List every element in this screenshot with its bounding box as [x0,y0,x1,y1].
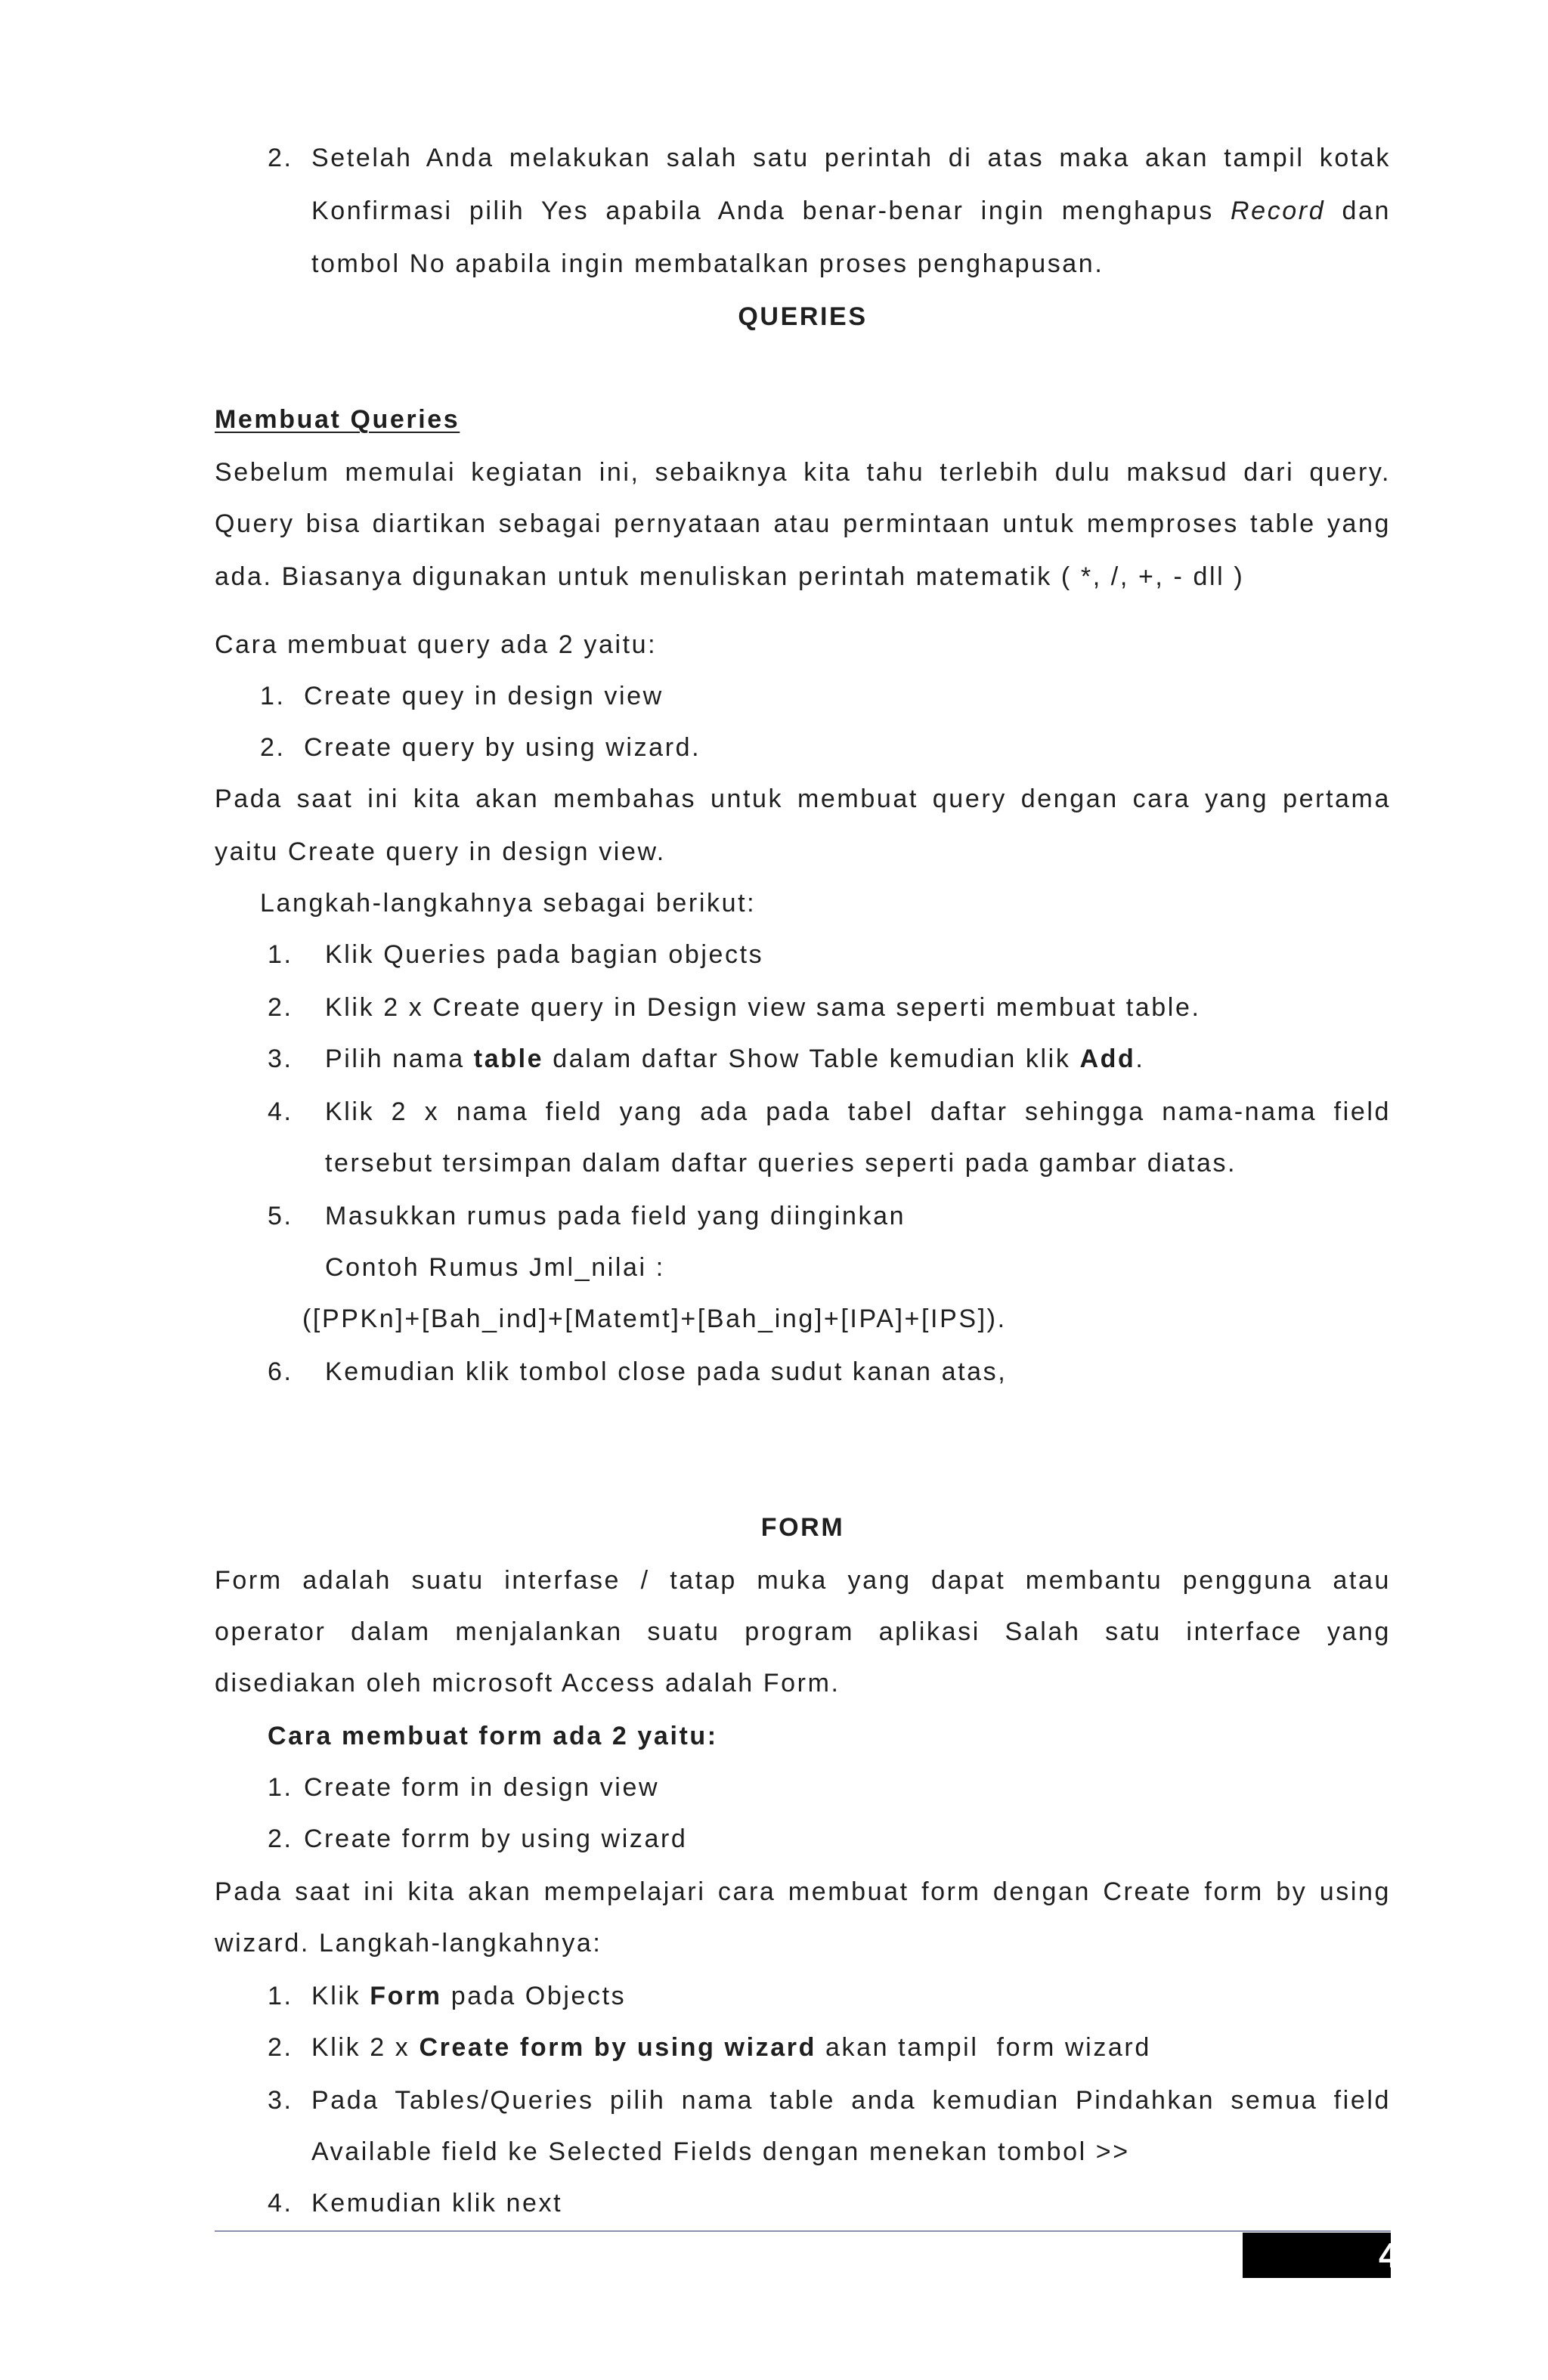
bold-text: table [473,1045,544,1073]
list-item-text: Masukkan rumus pada field yang diinginkan [325,1202,906,1230]
list-item-text: Kemudian klik next [311,2189,563,2218]
list-item [268,1033,1144,1085]
text-segment: Pilih nama [325,1045,465,1073]
list-item-text: Create quey in design view [304,682,664,710]
list-item-text: Klik Queries pada bagian objects [325,940,764,969]
page-number: 4 [1379,2236,1398,2275]
paragraph-line: disediakan oleh microsoft Access adalah Form. [215,1669,841,1698]
list-number: 3. [268,2086,293,2115]
list-item [268,1086,1391,1138]
list-item [268,1970,626,2023]
section-subheading: Membuat Queries [215,405,460,434]
list-item-text: Klik 2 x Create query in Design view sama seperti membuat table. [325,993,1201,1022]
text-segment: dalam daftar Show Table kemudian klik [553,1045,1071,1073]
list-item-text: Pada Tables/Queries pilih nama table anda kemudian Pindahkan semua field [311,2086,1391,2115]
list-number: 3. [268,1045,293,1073]
list-item [268,2022,1151,2074]
list-item-continuation: Available field ke Selected Fields dengan menekan tombol >> [311,2137,1130,2166]
list-item [268,1762,659,1814]
list-number: 5. [268,1202,293,1230]
list-item [268,132,1391,184]
page-number-box [1243,2233,1398,2278]
paragraph-line: Query bisa diartikan sebagai pernyataan atau permintaan untuk memproses table yang [215,509,1391,538]
methods-label: Cara membuat form ada 2 yaitu: [268,1722,718,1750]
list-number: 4. [268,2189,293,2218]
list-number: 1. [260,682,286,710]
paragraph-line: wizard. Langkah-langkahnya: [215,1929,602,1958]
list-number: 1. [268,940,293,969]
paragraph-line: Pada saat ini kita akan mempelajari cara membuat form dengan Create form by using [215,1877,1391,1906]
list-number: 2. [268,993,293,1022]
list-item [268,1813,687,1865]
formula-example-label: Contoh Rumus Jml_nilai : [325,1253,665,1282]
list-item-continuation [311,185,1391,237]
paragraph-line: ada. Biasanya digunakan untuk menuliskan perintah matematik ( *, /, +, - dll ) [215,562,1245,591]
bold-text: Add [1079,1045,1136,1073]
list-number: 2. [260,733,286,762]
list-number: 1. [268,1982,293,2010]
list-number: 2. [268,1824,293,1853]
list-item-text [311,2022,1151,2074]
text-segment: . [1135,1045,1145,1073]
list-item-text [311,1970,626,2023]
list-item [260,722,701,774]
text-segment: Klik 2 x [311,2033,410,2062]
formula: ([PPKn]+[Bah_ind]+[Matemt]+[Bah_ing]+[IPA]+[IPS]). [302,1305,1007,1333]
bold-text: Form [370,1982,442,2010]
text-segment: Konfirmasi pilih Yes apabila Anda benar-benar ingin menghapus [311,197,1214,225]
text-segment: pada Objects [450,1982,627,2010]
methods-label: Cara membuat query ada 2 yaitu: [215,630,658,659]
text-segment: Klik [311,1982,361,2010]
list-item [268,1190,906,1243]
list-item-text [325,1033,1144,1085]
text-segment: akan tampil form wizard [825,2033,1151,2062]
list-item-text: Create query by using wizard. [304,733,701,762]
list-number: 1. [268,1773,293,1802]
paragraph-line: Form adalah suatu interfase / tatap muka yang dapat membantu pengguna atau [215,1566,1391,1595]
list-item [268,982,1201,1034]
emphasis-text: Record [1231,197,1326,225]
list-number: 6. [268,1357,293,1386]
list-item-text: Klik 2 x nama field yang ada pada tabel daftar sehingga nama-nama field [325,1097,1391,1126]
paragraph-line: Sebelum memulai kegiatan ini, sebaiknya kita tahu terlebih dulu maksud dari query. [215,458,1391,487]
paragraph-line: yaitu Create query in design view. [215,837,666,866]
list-item [268,2075,1391,2127]
list-number: 2. [268,144,293,172]
list-item-text: Kemudian klik tombol close pada sudut kanan atas, [325,1357,1008,1386]
footer-divider [215,2230,1391,2232]
text-segment: dan [1342,197,1391,225]
section-heading: FORM [760,1513,845,1542]
list-item-text: Create forrm by using wizard [304,1824,688,1853]
section-heading: QUERIES [738,302,868,331]
list-item [268,929,763,981]
list-item [268,2177,562,2230]
list-item [268,1346,1007,1398]
bold-text: Create form by using wizard [419,2033,816,2062]
paragraph-line: operator dalam menjalankan suatu program aplikasi Salah satu interface yang [215,1617,1391,1646]
steps-label: Langkah-langkahnya sebagai berikut: [260,889,757,918]
list-number: 4. [268,1097,293,1126]
list-item [260,670,664,723]
list-item-continuation: tombol No apabila ingin membatalkan proses penghapusan. [311,249,1104,278]
paragraph-line: Pada saat ini kita akan membahas untuk membuat query dengan cara yang pertama [215,785,1391,813]
list-item-text: Create form in design view [304,1773,660,1802]
list-item-text: Setelah Anda melakukan salah satu perintah di atas maka akan tampil kotak [311,144,1391,172]
list-item-continuation: tersebut tersimpan dalam daftar queries seperti pada gambar diatas. [325,1149,1237,1178]
list-number: 2. [268,2033,293,2062]
